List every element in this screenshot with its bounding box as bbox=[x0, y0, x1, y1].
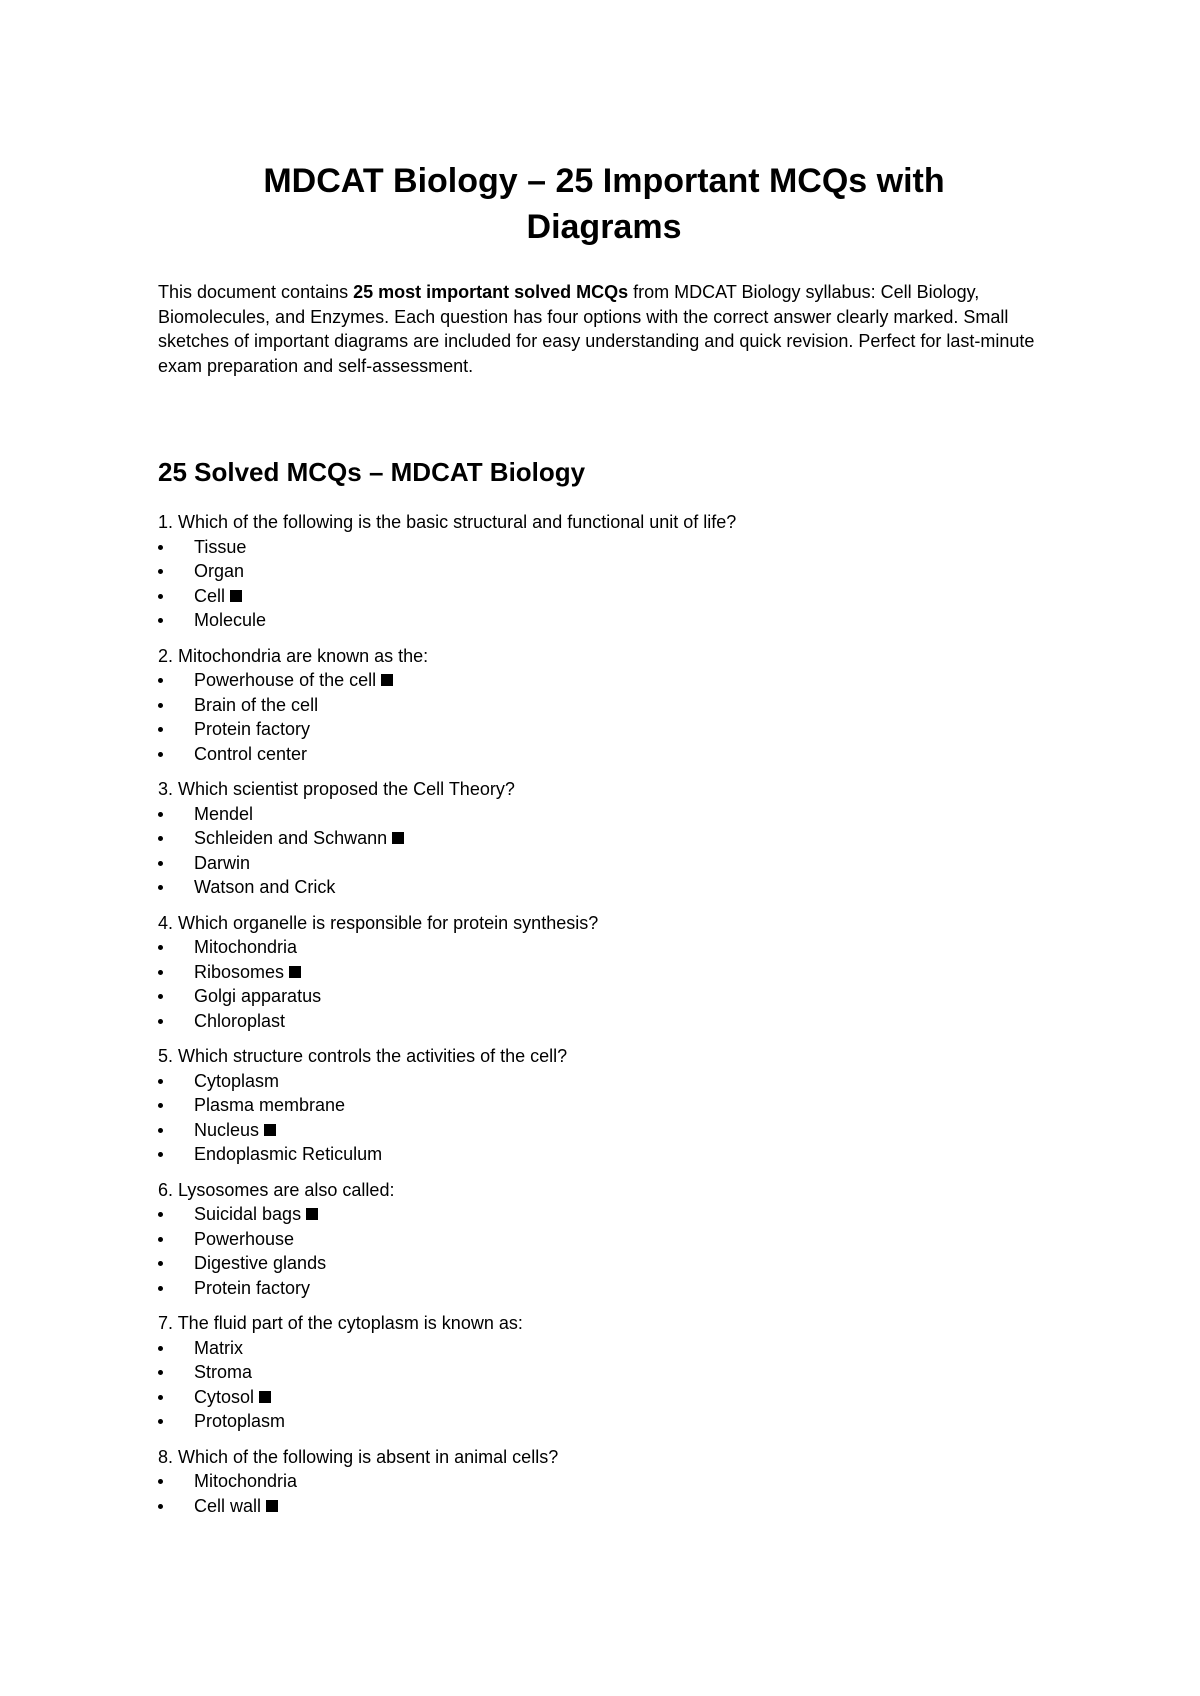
bullet-dot-icon bbox=[158, 1212, 163, 1217]
bullet-dot-icon bbox=[158, 1103, 163, 1108]
question-text: 6. Lysosomes are also called: bbox=[158, 1179, 395, 1200]
bullet-dot-icon bbox=[158, 1128, 163, 1133]
document-title-line-2: Diagrams bbox=[526, 208, 682, 246]
document-page bbox=[158, 158, 1038, 1529]
option-item bbox=[158, 1118, 1038, 1143]
intro-paragraph bbox=[158, 280, 1038, 378]
question-block bbox=[158, 510, 1038, 633]
option-item bbox=[158, 935, 1038, 960]
question-block bbox=[158, 777, 1038, 900]
bullet-dot-icon bbox=[158, 569, 163, 574]
bullet-dot-icon bbox=[158, 812, 163, 817]
option-item bbox=[158, 1360, 1038, 1385]
question-block bbox=[158, 1311, 1038, 1434]
mcq-list bbox=[158, 510, 1038, 1518]
bullet-dot-icon bbox=[158, 545, 163, 550]
bullet-dot-icon bbox=[158, 618, 163, 623]
option-label: Schleiden and Schwann bbox=[194, 828, 388, 848]
option-label: Powerhouse of the cell bbox=[194, 670, 377, 690]
bullet-dot-icon bbox=[158, 994, 163, 999]
question-text: 1. Which of the following is the basic structural and functional unit of life? bbox=[158, 512, 737, 532]
option-label: Darwin bbox=[194, 852, 251, 873]
bullet-dot-icon bbox=[158, 1019, 163, 1024]
options-list bbox=[158, 1069, 1038, 1167]
options-list bbox=[158, 535, 1038, 633]
question-text: 8. Which of the following is absent in animal cells? bbox=[158, 1446, 559, 1467]
bullet-dot-icon bbox=[158, 1286, 163, 1291]
correct-answer-square-icon bbox=[264, 1124, 276, 1136]
question-text: 7. The fluid part of the cytoplasm is known as: bbox=[158, 1313, 523, 1333]
option-label: Brain of the cell bbox=[194, 694, 319, 715]
option-item bbox=[158, 1336, 1038, 1361]
option-label: Organ bbox=[194, 561, 245, 581]
correct-answer-square-icon bbox=[230, 590, 242, 602]
document-title-line-1: MDCAT Biology – 25 Important MCQs with bbox=[263, 162, 945, 200]
bullet-dot-icon bbox=[158, 1504, 163, 1509]
bullet-dot-icon bbox=[158, 703, 163, 708]
option-item bbox=[158, 535, 1038, 560]
section-heading: 25 Solved MCQs – MDCAT Biology bbox=[158, 457, 586, 487]
option-label: Cell wall bbox=[194, 1495, 262, 1516]
bullet-dot-icon bbox=[158, 1479, 163, 1484]
options-list bbox=[158, 1336, 1038, 1434]
options-list bbox=[158, 935, 1038, 1033]
bullet-dot-icon bbox=[158, 861, 163, 866]
option-item bbox=[158, 717, 1038, 742]
option-label: Stroma bbox=[194, 1362, 253, 1382]
option-item bbox=[158, 802, 1038, 827]
bullet-dot-icon bbox=[158, 678, 163, 683]
option-label: Cell bbox=[194, 585, 226, 606]
intro-text-before: This document contains bbox=[158, 282, 354, 302]
question-block bbox=[158, 1445, 1038, 1519]
options-list bbox=[158, 1202, 1038, 1300]
option-label: Powerhouse bbox=[194, 1228, 295, 1249]
question-block bbox=[158, 1178, 1038, 1301]
option-label: Molecule bbox=[194, 610, 267, 630]
option-label: Golgi apparatus bbox=[194, 986, 322, 1006]
option-label: Control center bbox=[194, 743, 308, 764]
bullet-dot-icon bbox=[158, 1419, 163, 1424]
bullet-dot-icon bbox=[158, 1395, 163, 1400]
question-text: 3. Which scientist proposed the Cell Theory? bbox=[158, 779, 515, 799]
option-label: Nucleus bbox=[194, 1119, 260, 1140]
option-item bbox=[158, 1093, 1038, 1118]
option-label: Chloroplast bbox=[194, 1010, 286, 1031]
bullet-dot-icon bbox=[158, 970, 163, 975]
bullet-dot-icon bbox=[158, 727, 163, 732]
correct-answer-square-icon bbox=[306, 1208, 318, 1220]
question-text: 2. Mitochondria are known as the: bbox=[158, 645, 429, 666]
question-text: 4. Which organelle is responsible for protein synthesis? bbox=[158, 912, 599, 933]
bullet-dot-icon bbox=[158, 1237, 163, 1242]
option-item bbox=[158, 1202, 1038, 1227]
option-item bbox=[158, 1251, 1038, 1276]
option-item bbox=[158, 693, 1038, 718]
option-item bbox=[158, 1009, 1038, 1034]
bullet-dot-icon bbox=[158, 836, 163, 841]
correct-answer-square-icon bbox=[381, 674, 393, 686]
intro-bold-text: 25 most important solved MCQs bbox=[353, 282, 629, 302]
option-label: Watson and Crick bbox=[194, 877, 336, 897]
option-item bbox=[158, 1142, 1038, 1167]
bullet-dot-icon bbox=[158, 1152, 163, 1157]
option-item bbox=[158, 584, 1038, 609]
option-label: Digestive glands bbox=[194, 1253, 327, 1273]
correct-answer-square-icon bbox=[392, 832, 404, 844]
question-block bbox=[158, 1044, 1038, 1167]
bullet-dot-icon bbox=[158, 1370, 163, 1375]
question-block bbox=[158, 911, 1038, 1034]
option-item bbox=[158, 1385, 1038, 1410]
option-item bbox=[158, 984, 1038, 1009]
option-item bbox=[158, 1469, 1038, 1494]
bullet-dot-icon bbox=[158, 1261, 163, 1266]
option-label: Matrix bbox=[194, 1337, 243, 1358]
bullet-dot-icon bbox=[158, 1079, 163, 1084]
option-label: Protoplasm bbox=[194, 1411, 286, 1431]
question-block bbox=[158, 644, 1038, 767]
option-label: Protein factory bbox=[194, 1277, 311, 1298]
option-item bbox=[158, 826, 1038, 851]
option-label: Mitochondria bbox=[194, 937, 298, 957]
option-label: Cytoplasm bbox=[194, 1070, 280, 1091]
option-item bbox=[158, 1409, 1038, 1434]
correct-answer-square-icon bbox=[259, 1391, 271, 1403]
bullet-dot-icon bbox=[158, 752, 163, 757]
option-item bbox=[158, 668, 1038, 693]
option-label: Suicidal bags bbox=[194, 1204, 302, 1224]
option-item bbox=[158, 1494, 1038, 1519]
option-item bbox=[158, 875, 1038, 900]
question-text: 5. Which structure controls the activities of the cell? bbox=[158, 1046, 568, 1066]
option-label: Cytosol bbox=[194, 1386, 255, 1407]
option-item bbox=[158, 960, 1038, 985]
option-label: Tissue bbox=[194, 536, 247, 557]
options-list bbox=[158, 668, 1038, 766]
options-list bbox=[158, 1469, 1038, 1518]
option-label: Ribosomes bbox=[194, 961, 285, 982]
bullet-dot-icon bbox=[158, 594, 163, 599]
intro-text-after: from MDCAT Biology syllabus: Cell Biology, Biomolecules, and Enzymes. Each question has four options with the correct answer clearly marked. Small sketches of important diagrams are included for easy understanding and quick revision. Perfect for last-minute exam preparation and self-assessment. bbox=[158, 282, 1035, 376]
option-label: Mendel bbox=[194, 803, 254, 824]
option-item bbox=[158, 1069, 1038, 1094]
document-title bbox=[158, 158, 1038, 250]
option-item bbox=[158, 608, 1038, 633]
option-item bbox=[158, 559, 1038, 584]
option-item bbox=[158, 851, 1038, 876]
options-list bbox=[158, 802, 1038, 900]
option-label: Mitochondria bbox=[194, 1471, 298, 1491]
option-item bbox=[158, 1227, 1038, 1252]
option-label: Protein factory bbox=[194, 719, 311, 739]
option-label: Plasma membrane bbox=[194, 1095, 346, 1115]
option-item bbox=[158, 1276, 1038, 1301]
option-item bbox=[158, 742, 1038, 767]
option-label: Endoplasmic Reticulum bbox=[194, 1144, 383, 1164]
bullet-dot-icon bbox=[158, 945, 163, 950]
correct-answer-square-icon bbox=[289, 966, 301, 978]
bullet-dot-icon bbox=[158, 885, 163, 890]
correct-answer-square-icon bbox=[266, 1500, 278, 1512]
bullet-dot-icon bbox=[158, 1346, 163, 1351]
